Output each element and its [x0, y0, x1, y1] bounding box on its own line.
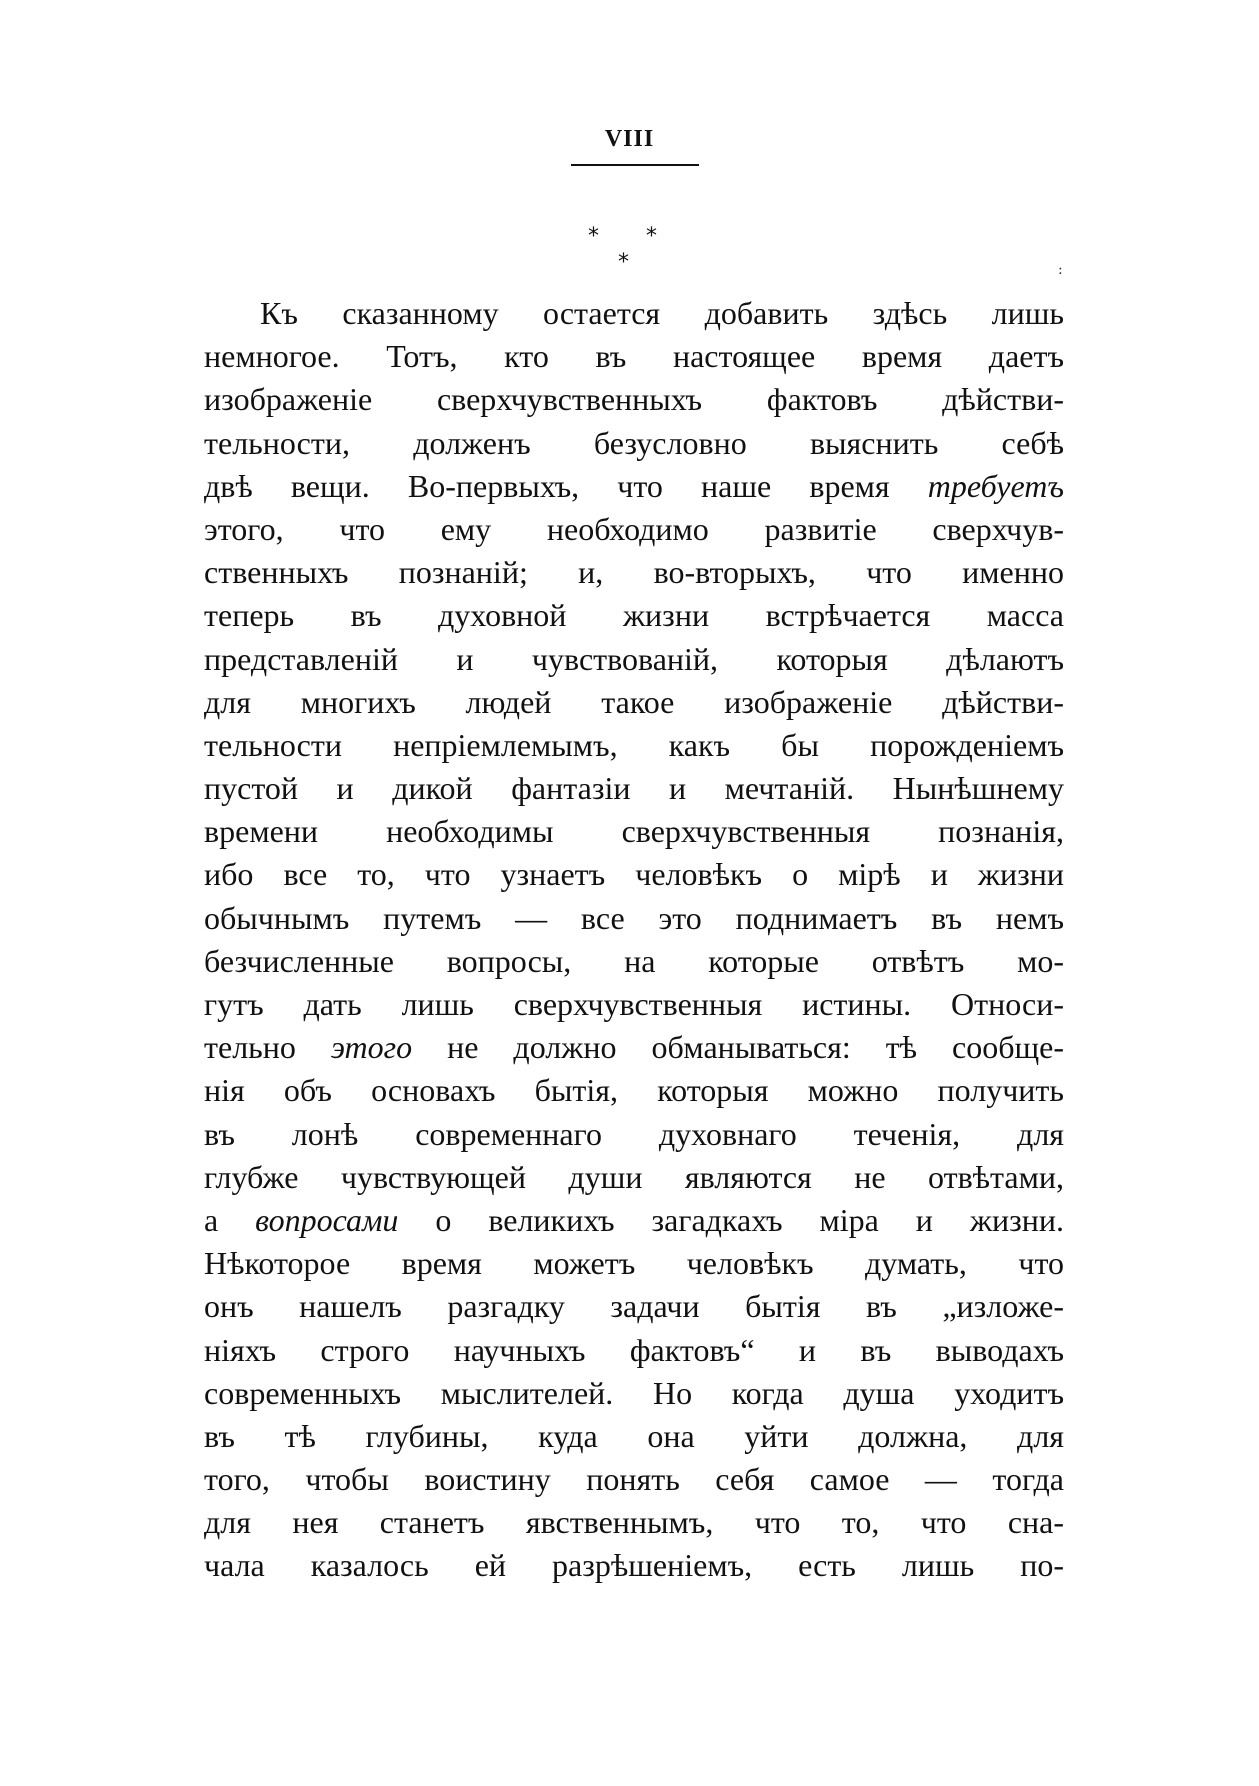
- text-segment: не должно обманываться: тѣ сообще-: [412, 1029, 1065, 1066]
- text-line: того, чтобы воистину понять себя самое — тогда: [204, 1461, 1064, 1498]
- asterisk-icon: *: [646, 224, 657, 249]
- body-paragraph: [204, 292, 1064, 1588]
- text-segment: а: [204, 1201, 256, 1238]
- text-line: времени необходимы сверхчувственныя познанія,: [204, 813, 1064, 850]
- text-line: онъ нашелъ разгадку задачи бытія въ „изложе-: [204, 1288, 1064, 1325]
- text-line: для нея станетъ явственнымъ, что то, что сна-: [204, 1504, 1064, 1541]
- text-line: Нѣкоторое время можетъ человѣкъ думать, что: [204, 1245, 1064, 1282]
- text-line: изображеніе сверхчувственныхъ фактовъ дѣйстви-: [204, 381, 1064, 418]
- text-line: безчисленные вопросы, на которые отвѣтъ мо-: [204, 942, 1064, 979]
- text-line: ственныхъ познаній; и, во-вторыхъ, что именно: [204, 554, 1064, 591]
- text-line: чала казалось ей разрѣшеніемъ, есть лишь по-: [204, 1547, 1064, 1584]
- text-line: Къ сказанному остается добавить здѣсь лишь: [260, 295, 1064, 331]
- text-line: гутъ дать лишь сверхчувственныя истины. Относи-: [204, 986, 1064, 1022]
- emphasis-word: этого: [330, 1029, 413, 1066]
- text-line: глубже чувствующей души являются не отвѣтами,: [204, 1158, 1064, 1195]
- text-line: обычнымъ путемъ — все это поднимаетъ въ немъ: [204, 899, 1064, 936]
- asterism-ornament: [588, 226, 678, 276]
- text-line: [204, 1026, 1064, 1069]
- text-line: теперь въ духовной жизни встрѣчается масса: [204, 597, 1064, 634]
- emphasis-word: требуетъ: [927, 467, 1064, 504]
- text-line: въ тѣ глубины, куда она уйти должна, для: [204, 1417, 1064, 1454]
- text-line: тельности непріемлемымъ, какъ бы порожденіемъ: [204, 726, 1064, 763]
- text-line: представленій и чувствованій, которыя дѣлаютъ: [204, 640, 1064, 677]
- text-line: въ лонѣ современнаго духовнаго теченія, для: [204, 1115, 1064, 1152]
- text-line: пустой и дикой фантазіи и мечтаній. Нынѣшнему: [204, 770, 1064, 807]
- asterisk-icon: *: [618, 250, 629, 275]
- text-line: немногое. Тотъ, кто въ настоящее время даетъ: [204, 338, 1064, 375]
- text-line: тельности, долженъ безусловно выяснить себѣ: [204, 424, 1064, 461]
- emphasis-word: вопросами: [255, 1201, 399, 1238]
- asterisk-icon: *: [588, 224, 599, 249]
- page-number: VIII: [604, 126, 655, 152]
- text-segment: о великихъ загадкахъ міра и жизни.: [398, 1201, 1064, 1238]
- text-segment: двѣ вещи. Во-первыхъ, что наше время: [204, 467, 928, 504]
- margin-mark: :: [1058, 262, 1063, 278]
- header-rule: [571, 164, 699, 166]
- text-line: ніяхъ строго научныхъ фактовъ“ и въ выводахъ: [204, 1331, 1064, 1368]
- text-line: для многихъ людей такое изображеніе дѣйстви-: [204, 683, 1064, 720]
- text-line: этого, что ему необходимо развитіе сверхчув-: [204, 510, 1064, 547]
- text-segment: тельно: [204, 1029, 331, 1066]
- text-line: [204, 465, 1064, 508]
- text-line: [204, 1199, 1064, 1242]
- text-line: ибо все то, что узнаетъ человѣкъ о мірѣ и жизни: [204, 856, 1064, 893]
- text-line: современныхъ мыслителей. Но когда душа уходитъ: [204, 1374, 1064, 1411]
- text-line: нія объ основахъ бытія, которыя можно получить: [204, 1072, 1064, 1109]
